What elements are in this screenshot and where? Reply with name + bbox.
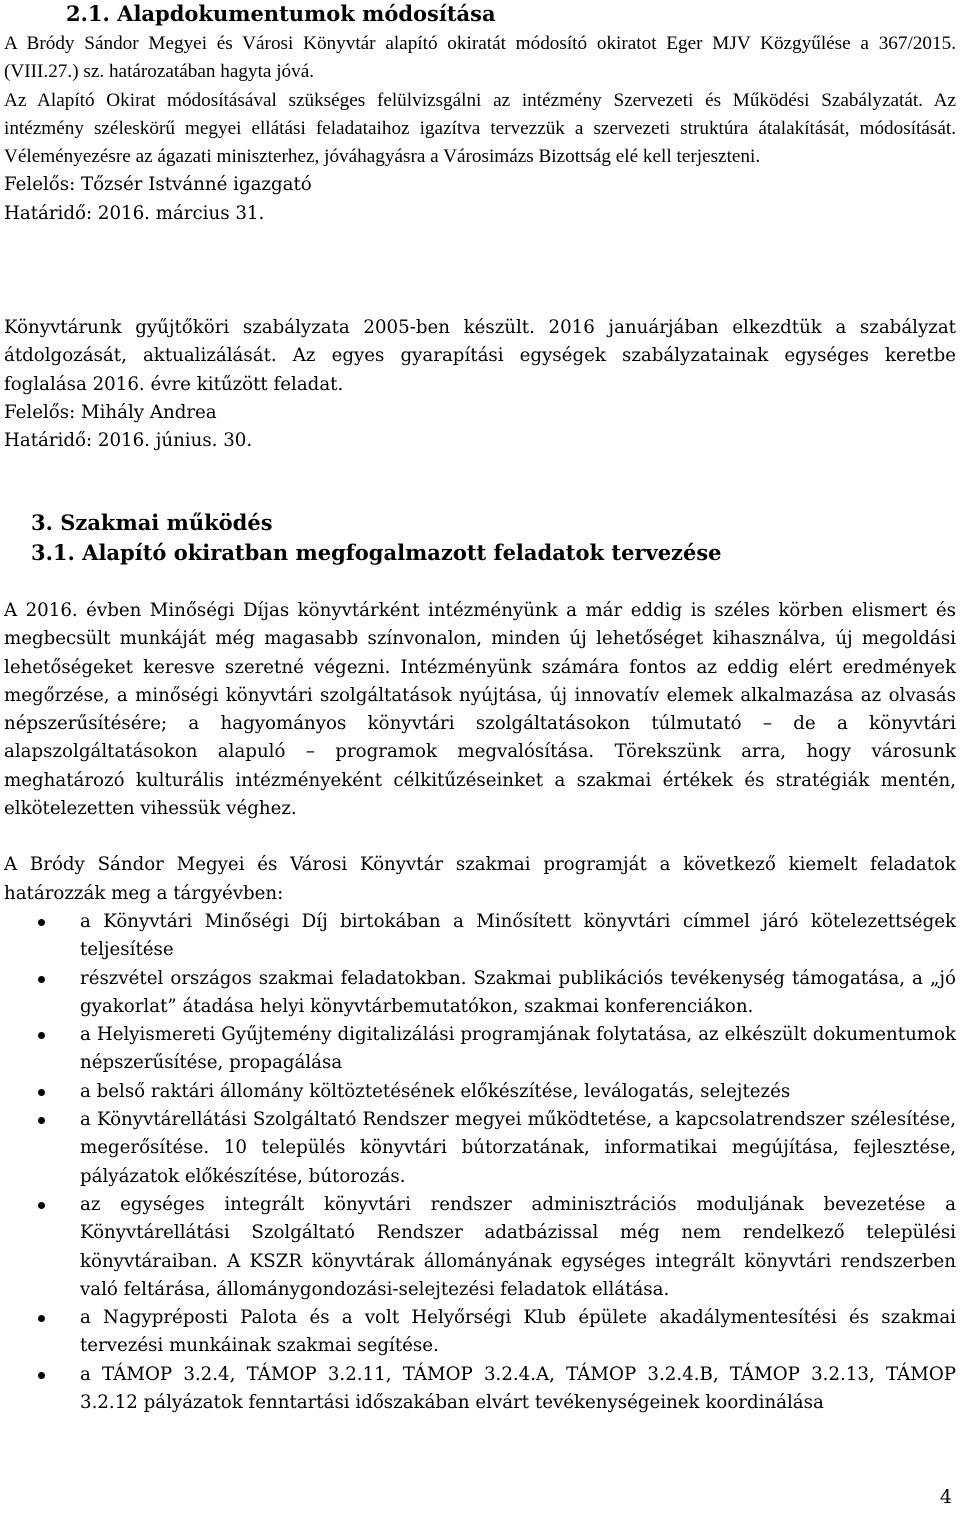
section-heading-3-1: 3.1. Alapító okiratban megfogalmazott feladatok tervezése (31, 540, 722, 565)
bullet-icon (38, 1032, 45, 1039)
paragraph-szmsz-modositas: Az Alapító Okirat módosításával szükséges felülvizsgálni az intézmény Szervezeti és Működési Szabályzatát. Az intézmény széleskörű megyei ellátási feladataihoz igazítva tervezzük a szervezeti struktúra átalakítását, módosítását. Véleményezésre az ágazati miniszterhez, jóváhagyásra a Városimázs Bizottság elé kell terjeszteni. (4, 89, 956, 168)
responsible-line-1: Felelős: Tőzsér Istvánné igazgató (4, 174, 312, 196)
bullet-icon (38, 919, 45, 926)
paragraph-okirat-jovahagyas: A Bródy Sándor Megyei és Városi Könyvtár alapító okiratát módosító okiratot Eger MJV Közgyűlése a 367/2015. (VIII.27.) sz. határozatában hagyta jóvá. (4, 33, 956, 83)
list-item: részvétel országos szakmai feladatokban. Szakmai publikációs tevékenység támogatása, a „jó gyakorlat” átadása helyi könyvtárbemutatókon, szakmai konferenciákon. (4, 965, 956, 1022)
list-item: a Nagypréposti Palota és a volt Helyőrségi Klub épülete akadálymentesítési és szakmai tervezési munkáinak szakmai segítése. (4, 1304, 956, 1361)
list-item: a Könyvtárellátási Szolgáltató Rendszer megyei működtetése, a kapcsolatrendszer szélesítése, megerősítése. 10 település könyvtári bútorzatának, informatikai megújítása, fejlesztése, pályázatok előkészítése, bútorozás. (4, 1106, 956, 1191)
section-heading-3: 3. Szakmai működés (31, 510, 273, 535)
bullet-icon (38, 1117, 45, 1124)
responsible-line-2: Felelős: Mihály Andrea (4, 401, 217, 423)
bullet-icon (38, 1089, 45, 1096)
alapdokumentumok-block (4, 30, 956, 228)
bullet-icon (38, 1372, 45, 1379)
list-item: az egységes integrált könyvtári rendszer adminisztrációs moduljának bevezetése a Könyvtárellátási Szolgáltató Rendszer adatbázissal még nem rendelkező települési könyvtáraiban. A KSZR könyvtárak állományának egységes integrált könyvtári rendszerben való feltárása, állománygondozási-selejtezési feladatok ellátása. (4, 1191, 956, 1304)
gyujtokori-block (4, 314, 956, 455)
list-item: a TÁMOP 3.2.4, TÁMOP 3.2.11, TÁMOP 3.2.4.A, TÁMOP 3.2.4.B, TÁMOP 3.2.13, TÁMOP 3.2.12 pályázatok fenntartási időszakában elvárt tevékenységeinek koordinálása (4, 1361, 956, 1418)
paragraph-intro: A Bródy Sándor Megyei és Városi Könyvtár szakmai programját a következő kiemelt feladatok határozzák meg a tárgyévben: (4, 854, 956, 904)
deadline-line-1: Határidő: 2016. március 31. (4, 202, 265, 224)
main-text-block (4, 597, 956, 1417)
task-list (4, 908, 956, 1417)
paragraph-main: A 2016. évben Minőségi Díjas könyvtárként intézményünk a már eddig is széles körben elismert és megbecsült munkáját még magasabb színvonalon, minden új lehetőséget kihasználva, új megoldási lehetőségeket keresve szeretné végezni. Intézményünk számára fontos az eddig elért eredmények megőrzése, a minőségi könyvtári szolgáltatások nyújtása, új innovatív elemek alkalmazása az olvasás népszerűsítésére; a hagyományos könyvtári szolgáltatásokon túlmutató – de a könyvtári alapszolgáltatásokon alapuló – programok megvalósítása. Törekszünk arra, hogy városunk meghatározó kulturális intézményeként célkitűzéseinket a szakmai értékek és stratégiák mentén, elkötelezetten vihessük véghez. (4, 600, 956, 820)
list-item: a Könyvtári Minőségi Díj birtokában a Minősített könyvtári címmel járó kötelezettségek teljesítése (4, 908, 956, 965)
paragraph-gyujtokori-szabalyzat: Könyvtárunk gyűjtőköri szabályzata 2005-ben készült. 2016 januárjában elkezdtük a szabályzat átdolgozását, aktualizálását. Az egyes gyarapítási egységek szabályzatainak egységes keretbe foglalása 2016. évre kitűzött feladat. (4, 317, 956, 395)
page-number: 4 (939, 1486, 952, 1508)
deadline-line-2: Határidő: 2016. június. 30. (4, 430, 253, 452)
list-item: a Helyismereti Gyűjtemény digitalizálási programjának folytatása, az elkészült dokumentumok népszerűsítése, propagálása (4, 1021, 956, 1078)
bullet-icon (38, 976, 45, 983)
bullet-icon (38, 1315, 45, 1322)
bullet-icon (38, 1202, 45, 1209)
list-item: a belső raktári állomány költöztetésének előkészítése, leválogatás, selejtezés (4, 1078, 956, 1106)
section-heading-2-1: 2.1. Alapdokumentumok módosítása (66, 1, 496, 26)
